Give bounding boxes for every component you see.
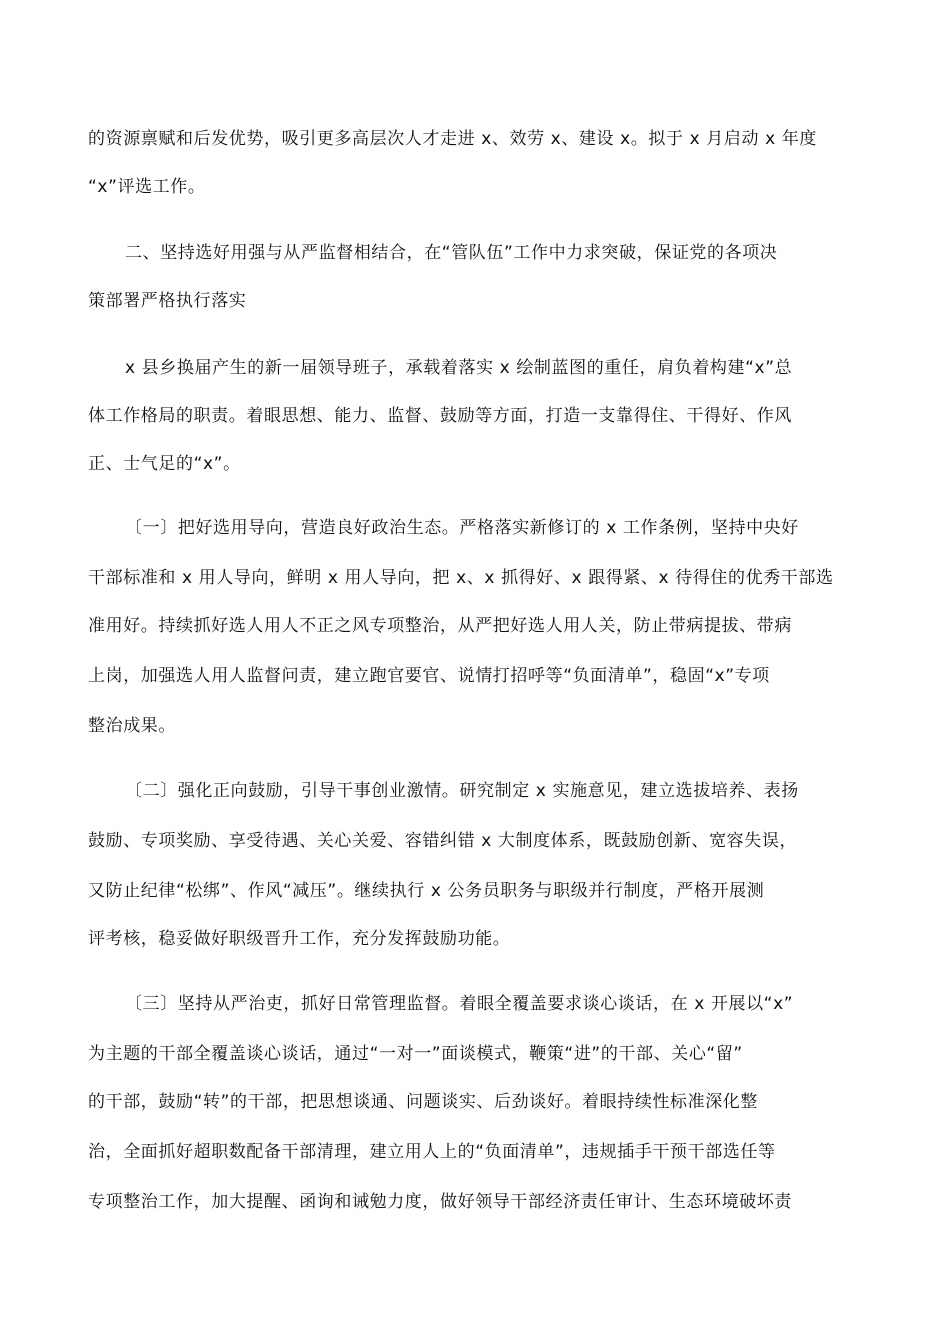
paragraph-line: 〔二〕强化正向鼓励，引导干事创业激情。研究制定 x 实施意见，建立选拔培养、表扬 bbox=[125, 781, 799, 801]
section-heading: 策部署严格执行落实 bbox=[88, 291, 247, 311]
paragraph-line: 评考核，稳妥做好职级晋升工作，充分发挥鼓励功能。 bbox=[88, 929, 511, 949]
paragraph-line: 的干部，鼓励“转”的干部，把思想谈通、问题谈实、后劲谈好。着眼持续性标准深化整 bbox=[88, 1092, 759, 1112]
paragraph-line: 正、士气足的“x”。 bbox=[88, 454, 241, 474]
paragraph-line: 干部标准和 x 用人导向，鲜明 x 用人导向，把 x、x 抓得好、x 跟得紧、x 待得住的优秀干部选 bbox=[88, 568, 834, 588]
paragraph-line: 整治成果。 bbox=[88, 716, 176, 736]
text-line: “x”评选工作。 bbox=[88, 177, 206, 197]
paragraph-line: 上岗，加强选人用人监督问责，建立跑官要官、说情打招呼等“负面清单”，稳固“x”专项 bbox=[88, 666, 770, 686]
text-line: 的资源禀赋和后发优势，吸引更多高层次人才走进 x、效劳 x、建设 x。拟于 x 月启动 x 年度 bbox=[88, 129, 817, 149]
paragraph-line: 为主题的干部全覆盖谈心谈话，通过“一对一”面谈模式，鞭策“进”的干部、关心“留” bbox=[88, 1044, 743, 1064]
paragraph-line: 又防止纪律“松绑”、作风“减压”。继续执行 x 公务员职务与职级并行制度，严格开展测 bbox=[88, 881, 765, 901]
paragraph-line: 〔一〕把好选用导向，营造良好政治生态。严格落实新修订的 x 工作条例，坚持中央好 bbox=[125, 518, 799, 538]
section-heading: 二、坚持选好用强与从严监督相结合，在“管队伍”工作中力求突破，保证党的各项决 bbox=[125, 243, 778, 263]
paragraph-line: 鼓励、专项奖励、享受待遇、关心关爱、容错纠错 x 大制度体系，既鼓励创新、宽容失误， bbox=[88, 831, 798, 851]
paragraph-line: 〔三〕坚持从严治吏，抓好日常管理监督。着眼全覆盖要求谈心谈话，在 x 开展以“x” bbox=[125, 994, 794, 1014]
paragraph-line: 准用好。持续抓好选人用人不正之风专项整治，从严把好选人用人关，防止带病提拔、带病 bbox=[88, 616, 792, 636]
paragraph-line: 体工作格局的职责。着眼思想、能力、监督、鼓励等方面，打造一支靠得住、干得好、作风 bbox=[88, 406, 792, 426]
paragraph-line: 治，全面抓好超职数配备干部清理，建立用人上的“负面清单”，违规插手干预干部选任等 bbox=[88, 1142, 776, 1162]
paragraph-line: x 县乡换届产生的新一届领导班子，承载着落实 x 绘制蓝图的重任，肩负着构建“x”总 bbox=[125, 358, 793, 378]
paragraph-line: 专项整治工作，加大提醒、函询和诫勉力度，做好领导干部经济责任审计、生态环境破坏责 bbox=[88, 1192, 792, 1212]
